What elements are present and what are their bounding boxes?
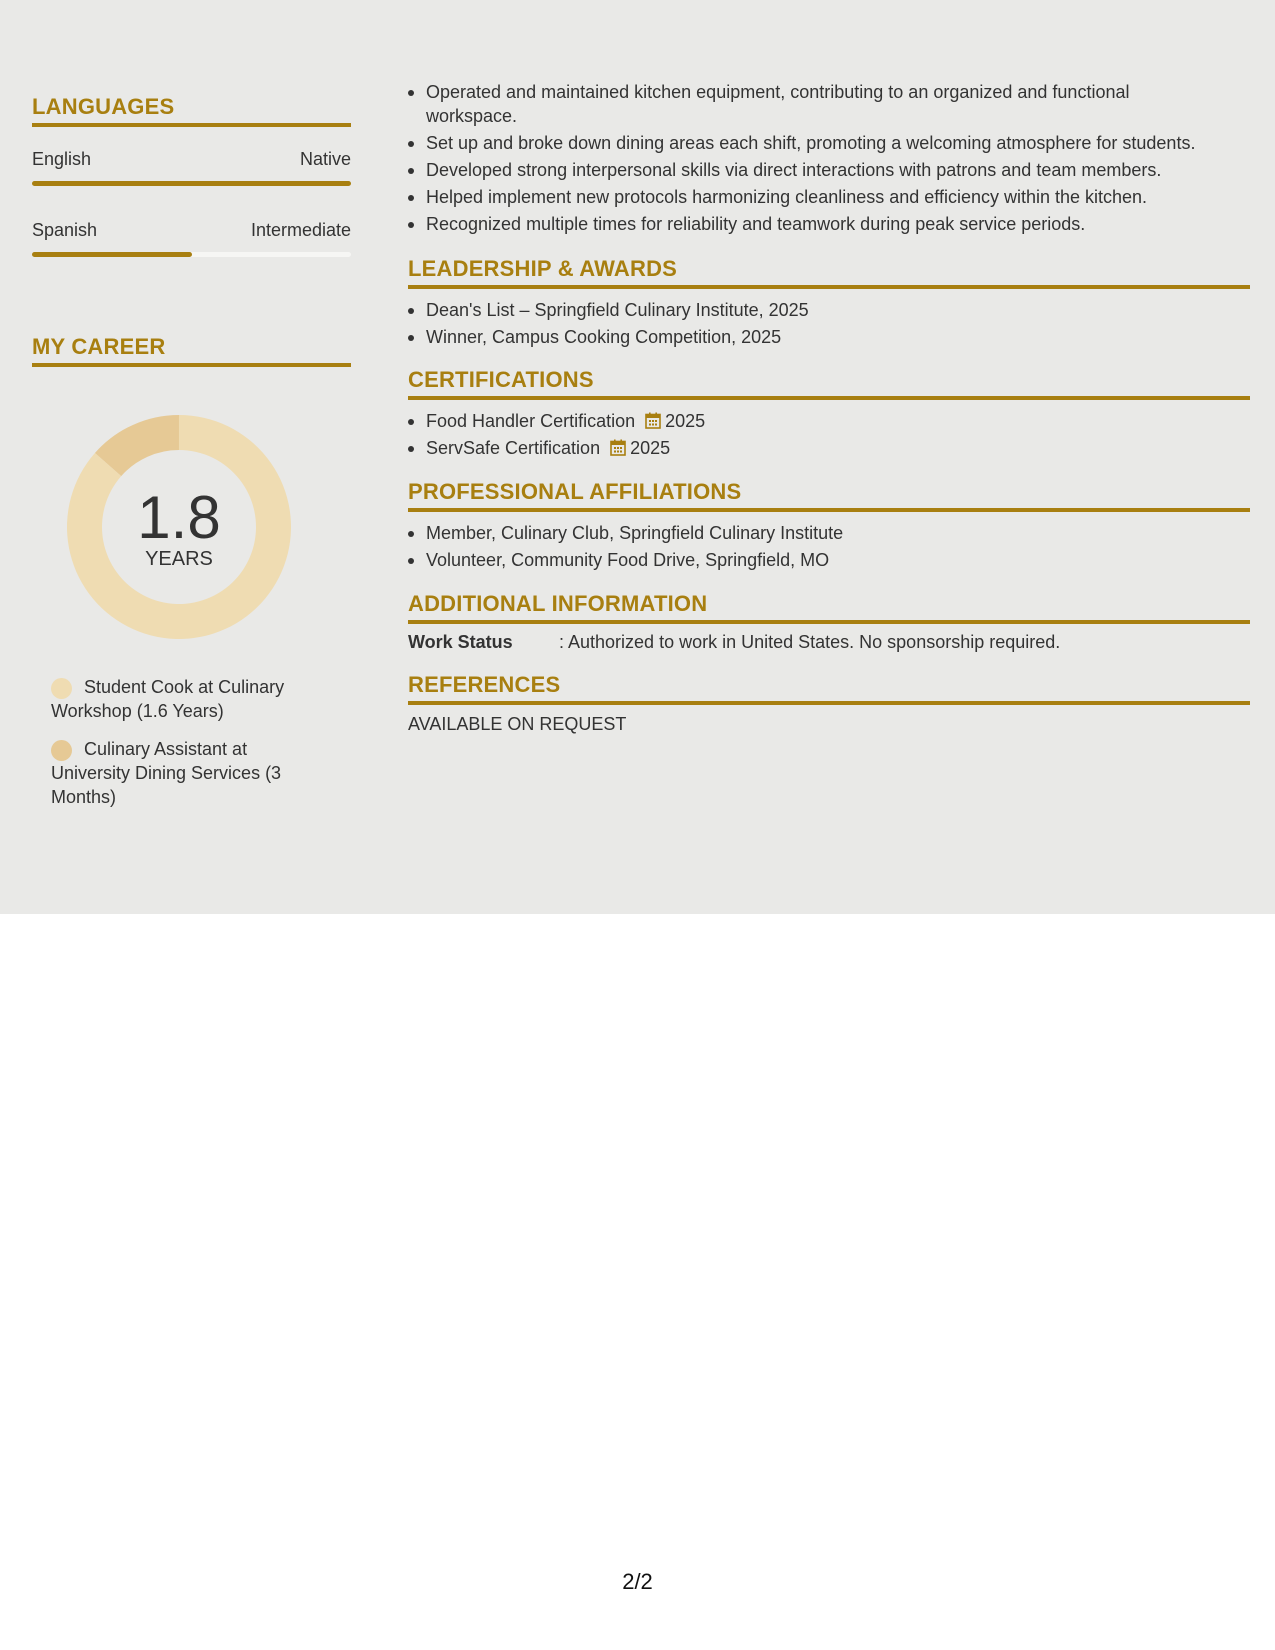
section-title-languages: LANGUAGES bbox=[32, 94, 175, 119]
work-status-row bbox=[408, 632, 1250, 658]
language-level: Native bbox=[299, 149, 351, 169]
section-rule bbox=[408, 396, 1250, 400]
language-level: Intermediate bbox=[250, 220, 351, 240]
additional-info-section bbox=[408, 591, 1250, 658]
languages-section bbox=[32, 94, 351, 257]
list-item: Member, Culinary Club, Springfield Culinary Institute bbox=[408, 521, 1250, 545]
references-text: AVAILABLE ON REQUEST bbox=[408, 714, 627, 734]
list-item: Recognized multiple times for reliability and teamwork during peak service periods. bbox=[408, 212, 1250, 236]
section-title-references: REFERENCES bbox=[408, 672, 561, 697]
list-item: Developed strong interpersonal skills via direct interactions with patrons and team members. bbox=[408, 158, 1250, 182]
list-item: Set up and broke down dining areas each shift, promoting a welcoming atmosphere for students. bbox=[408, 131, 1250, 155]
section-rule bbox=[32, 123, 351, 127]
section-title-career: MY CAREER bbox=[32, 334, 166, 359]
section-rule bbox=[32, 363, 351, 367]
language-proficiency-bar bbox=[32, 181, 351, 186]
section-rule bbox=[408, 620, 1250, 624]
language-proficiency-fill bbox=[32, 181, 351, 186]
career-total-value: 1.8 bbox=[137, 484, 221, 551]
list-item: Operated and maintained kitchen equipment, contributing to an organized and functional workspace. bbox=[408, 80, 1250, 128]
legend-dot bbox=[51, 678, 72, 699]
awards-section bbox=[408, 256, 1250, 352]
career-total-unit: YEARS bbox=[145, 548, 213, 570]
legend-item bbox=[32, 675, 294, 723]
page-number: 2/2 bbox=[622, 1569, 653, 1594]
section-title-awards: LEADERSHIP & AWARDS bbox=[408, 256, 678, 281]
certification-name: Food Handler Certification bbox=[426, 411, 636, 431]
legend-label: Culinary Assistant at University Dining Services (3 Months) bbox=[51, 739, 282, 807]
certification-year: 2025 bbox=[630, 438, 671, 458]
awards-list bbox=[408, 298, 1250, 349]
list-item: Dean's List – Springfield Culinary Institute, 2025 bbox=[408, 298, 1250, 322]
legend-item bbox=[32, 737, 294, 809]
legend-label: Student Cook at Culinary Workshop (1.6 Years) bbox=[51, 677, 285, 721]
list-item bbox=[408, 409, 1250, 433]
list-item: Volunteer, Community Food Drive, Springfield, MO bbox=[408, 548, 1250, 572]
certifications-list bbox=[408, 409, 1250, 460]
language-name: English bbox=[32, 149, 92, 169]
affiliations-section bbox=[408, 479, 1250, 575]
section-rule bbox=[408, 701, 1250, 705]
section-rule bbox=[408, 508, 1250, 512]
language-name: Spanish bbox=[32, 220, 98, 240]
section-title-affiliations: PROFESSIONAL AFFILIATIONS bbox=[408, 479, 742, 504]
language-proficiency-fill bbox=[32, 252, 192, 257]
career-section bbox=[32, 334, 351, 367]
certification-year: 2025 bbox=[665, 411, 706, 431]
certification-name: ServSafe Certification bbox=[426, 438, 601, 458]
list-item: Helped implement new protocols harmonizing cleanliness and efficiency within the kitchen. bbox=[408, 185, 1250, 209]
career-legend bbox=[32, 675, 294, 809]
calendar-icon bbox=[645, 412, 661, 429]
career-donut-chart bbox=[67, 415, 291, 639]
language-item-spanish bbox=[32, 220, 351, 257]
list-item bbox=[408, 436, 1250, 460]
certifications-section bbox=[408, 367, 1250, 463]
work-status-label: Work Status bbox=[408, 632, 513, 652]
language-proficiency-bar bbox=[32, 252, 351, 257]
calendar-icon bbox=[610, 439, 626, 456]
list-item: Winner, Campus Cooking Competition, 2025 bbox=[408, 325, 1250, 349]
legend-dot bbox=[51, 740, 72, 761]
section-title-additional: ADDITIONAL INFORMATION bbox=[408, 591, 708, 616]
affiliations-list bbox=[408, 521, 1250, 572]
section-rule bbox=[408, 285, 1250, 289]
section-title-certifications: CERTIFICATIONS bbox=[408, 367, 594, 392]
references-section bbox=[408, 672, 1250, 735]
language-item-english bbox=[32, 149, 351, 186]
experience-bullet-list bbox=[408, 80, 1250, 239]
work-status-value: : Authorized to work in United States. No sponsorship required. bbox=[559, 632, 1061, 652]
